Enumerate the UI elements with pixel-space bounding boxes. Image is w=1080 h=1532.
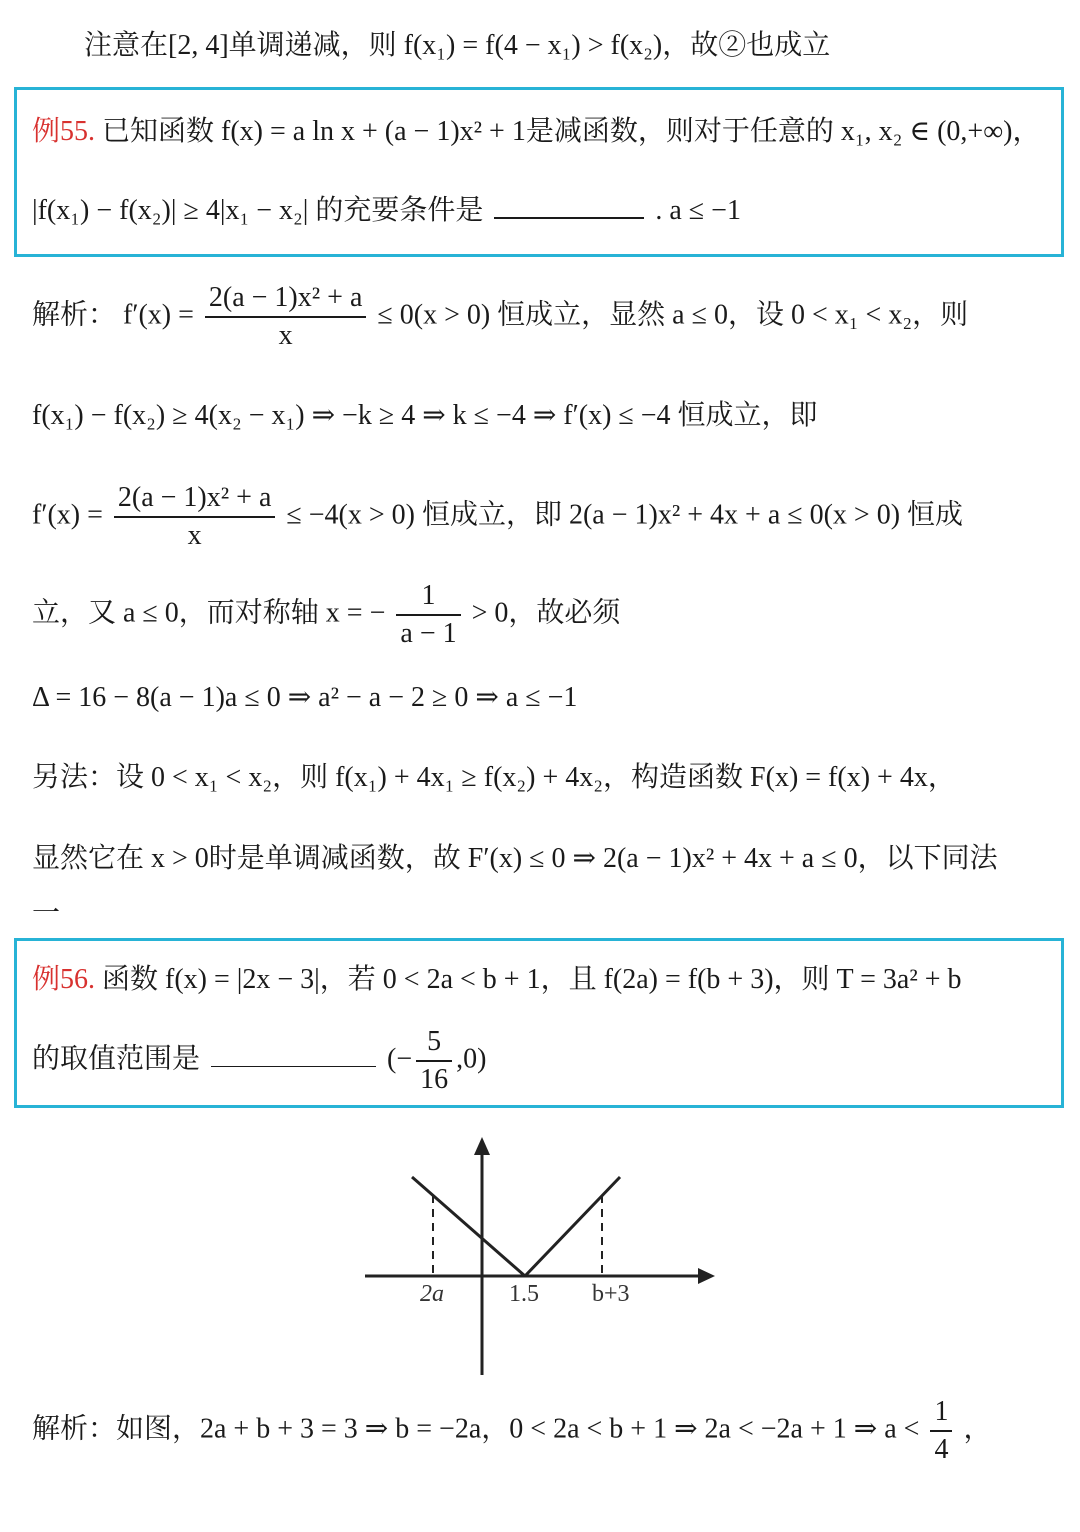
example-55-answer: . a ≤ −1 (655, 195, 741, 226)
solution-56-suffix: ， (963, 1413, 992, 1445)
example-55-condition: |f(x₁) − f(x₂)| ≥ 4|x₁ − x₂| 的充要条件是 (32, 195, 484, 226)
solution-56-line (32, 1398, 991, 1464)
example-56-question: 函数 f(x) = |2x − 3|，若 0 < 2a < b + 1，且 f(2a) = f(b + 3)，则 T = 3a² + b (102, 964, 962, 995)
label-2a: 2a (420, 1281, 444, 1307)
solution-55-alt-line-1: 另法：设 0 < x₁ < x₂，则 f(x₁) + 4x₁ ≥ f(x₂) + 4x₂，构造函数 F(x) = f(x) + 4x， (32, 762, 956, 793)
solution-55-line-2: f(x₁) − f(x₂) ≥ 4(x₂ − x₁) ⇒ −k ≥ 4 ⇒ k ≤ −4 ⇒ f′(x) ≤ −4 恒成立，即 (32, 400, 818, 431)
derivative-suffix-2: ≤ −4(x > 0) 恒成立，即 2(a − 1)x² + 4x + a ≤ 0(x > 0) 恒成 (286, 499, 964, 531)
range-prefix: 的取值范围是 (32, 1043, 201, 1075)
abs-function-graph (360, 1135, 720, 1380)
range-open: (− (387, 1043, 413, 1075)
x-axis-arrow (698, 1268, 715, 1284)
fraction-denominator: 4 (934, 1434, 949, 1465)
derivative-suffix: ≤ 0(x > 0) 恒成立，显然 a ≤ 0，设 0 < x₁ < x₂，则 (377, 299, 969, 331)
answer-blank-2 (211, 1048, 376, 1067)
solution-55-alt-line-2: 显然它在 x > 0时是单调减函数，故 F′(x) ≤ 0 ⇒ 2(a − 1)x² + 4x + a ≤ 0，以下同法 (32, 843, 998, 874)
example-55-line-2 (32, 197, 741, 225)
symmetry-prefix: 立，又 a ≤ 0，而对称轴 x = − (32, 597, 386, 629)
example-55-label: 例55. (32, 116, 96, 147)
fraction-numerator: 1 (396, 582, 460, 616)
solution-56-text: 解析：如图，2a + b + 3 = 3 ⇒ b = −2a，0 < 2a < b + 1 ⇒ 2a < −2a + 1 ⇒ a < (32, 1413, 920, 1445)
example-56-line-1 (32, 966, 962, 994)
label-b-plus-3: b+3 (592, 1281, 630, 1307)
symmetry-fraction (396, 582, 460, 648)
fraction-denominator: a − 1 (400, 618, 457, 649)
solution-55-alt-line-3: 一 (32, 898, 61, 929)
range-fraction (416, 1028, 452, 1094)
fraction-numerator: 5 (416, 1028, 452, 1062)
answer-blank (494, 199, 644, 219)
fraction-denominator: x (187, 520, 202, 551)
derivative-fraction-2 (114, 484, 275, 550)
example-55-box (14, 87, 1064, 257)
symmetry-suffix: > 0，故必须 (471, 597, 621, 629)
solution-55-line-3 (32, 484, 963, 550)
solution-55-line-1 (32, 284, 968, 350)
y-axis-arrow (474, 1137, 490, 1155)
range-close: ,0) (456, 1043, 487, 1075)
fraction-numerator: 1 (930, 1398, 952, 1432)
graph-left-branch (412, 1177, 525, 1276)
example-56-line-2 (32, 1028, 486, 1094)
fraction-numerator: 2(a − 1)x² + a (205, 284, 366, 318)
fraction-numerator: 2(a − 1)x² + a (114, 484, 275, 518)
derivative-prefix: 解析： f′(x) = (32, 299, 194, 331)
intro-line: 注意在[2, 4]单调递减，则 f(x₁) = f(4 − x₁) > f(x₂)，故②也成立 (84, 30, 831, 61)
graph-right-branch (525, 1177, 620, 1276)
solution-55-line-5: Δ = 16 − 8(a − 1)a ≤ 0 ⇒ a² − a − 2 ≥ 0 ⇒ a ≤ −1 (32, 682, 578, 713)
quarter-fraction (930, 1398, 952, 1464)
fraction-denominator: x (278, 320, 293, 351)
solution-55-line-4 (32, 582, 620, 648)
derivative-prefix-2: f′(x) = (32, 499, 103, 531)
example-56-label: 例56. (32, 964, 96, 995)
derivative-fraction (205, 284, 366, 350)
label-1-5: 1.5 (509, 1281, 539, 1307)
fraction-denominator: 16 (420, 1064, 449, 1095)
example-55-line-1 (32, 118, 1040, 146)
example-55-question: 已知函数 f(x) = a ln x + (a − 1)x² + 1是减函数，则对于任意的 x₁, x₂ ∈ (0,+∞)， (102, 116, 1041, 147)
